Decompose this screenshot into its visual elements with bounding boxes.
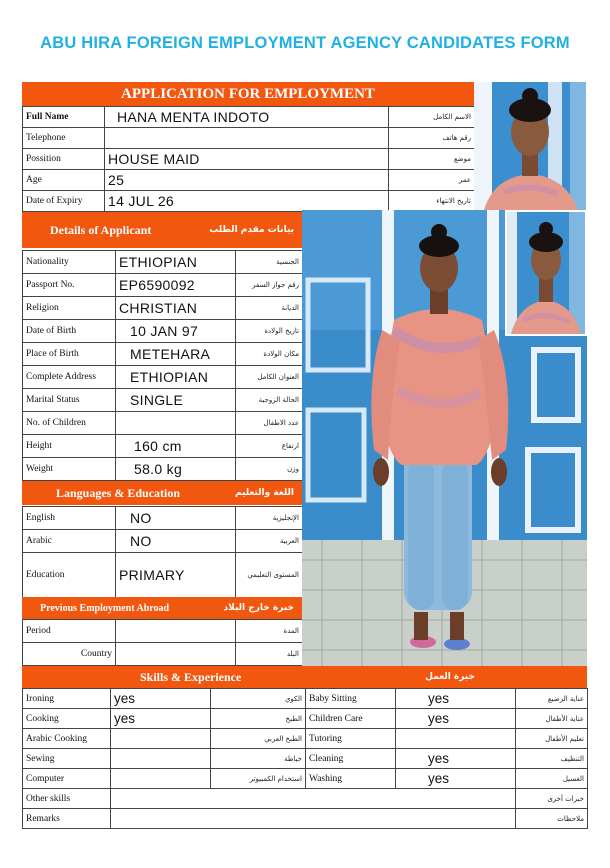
expiry-value: 14 JUL 26 — [105, 191, 389, 212]
education-arabic: المستوى التعليمي — [236, 553, 303, 598]
children-arabic: عدد الاطفال — [236, 412, 303, 435]
table-row — [23, 389, 303, 412]
table-row — [23, 769, 588, 789]
telephone-arabic: رقم هاتف — [389, 128, 475, 149]
skills-heading-band — [22, 666, 587, 688]
height-value: 160 cm — [116, 435, 236, 458]
dob-value: 10 JAN 97 — [116, 320, 236, 343]
position-value: HOUSE MAID — [105, 149, 389, 170]
table-row — [23, 343, 303, 366]
table-row — [23, 297, 303, 320]
children-value — [116, 412, 236, 435]
arabic-cooking-arabic: الطبخ العربي — [211, 729, 306, 749]
table-row — [23, 729, 588, 749]
arabic-label: Arabic — [23, 530, 116, 553]
children-label: No. of Children — [23, 412, 116, 435]
other-skills-value — [111, 789, 516, 809]
full-name-value: HANA MENTA INDOTO — [105, 107, 389, 128]
table-row — [23, 620, 303, 643]
table-row — [23, 809, 588, 829]
address-arabic: العنوان الكامل — [236, 366, 303, 389]
languages-table — [22, 506, 303, 598]
table-row — [23, 149, 475, 170]
full-name-arabic: الاسم الكامل — [389, 107, 475, 128]
table-row — [23, 643, 303, 666]
portrait-photo-side — [505, 210, 587, 336]
full-name-label: Full Name — [23, 107, 105, 128]
previous-heading-arabic: خبرة خارج البلاد — [223, 603, 294, 613]
baby-sitting-arabic: عناية الرضيع — [516, 689, 588, 709]
ironing-arabic: الكوي — [211, 689, 306, 709]
tutoring-label: Tutoring — [306, 729, 396, 749]
ironing-value: yes — [111, 689, 211, 709]
table-row — [23, 749, 588, 769]
table-row — [23, 530, 303, 553]
application-heading-band — [22, 82, 474, 106]
table-row — [23, 789, 588, 809]
passport-value: EP6590092 — [116, 274, 236, 297]
english-label: English — [23, 507, 116, 530]
weight-label: Weight — [23, 458, 116, 481]
cleaning-label: Cleaning — [306, 749, 396, 769]
languages-heading: Languages & Education — [56, 485, 181, 500]
application-heading: APPLICATION FOR EMPLOYMENT — [121, 85, 375, 102]
english-value: NO — [116, 507, 236, 530]
period-value — [116, 620, 236, 643]
expiry-label: Date of Expiry — [23, 191, 105, 212]
telephone-value — [105, 128, 389, 149]
age-label: Age — [23, 170, 105, 191]
place-of-birth-value: METEHARA — [116, 343, 236, 366]
computer-arabic: استخدام الكمبيوتر — [211, 769, 306, 789]
age-arabic: عمر — [389, 170, 475, 191]
marital-status-arabic: الحالة الزوجية — [236, 389, 303, 412]
remarks-label: Remarks — [23, 809, 111, 829]
religion-label: Religion — [23, 297, 116, 320]
form-title: ABU HIRA FOREIGN EMPLOYMENT AGENCY CANDIDATES FORM — [40, 34, 570, 52]
table-row — [23, 274, 303, 297]
tutoring-arabic: تعليم الأطفال — [516, 729, 588, 749]
address-value: ETHIOPIAN — [116, 366, 236, 389]
passport-label: Passport No. — [23, 274, 116, 297]
languages-heading-arabic: اللغة والتعليم — [234, 488, 294, 498]
table-row — [23, 366, 303, 389]
baby-sitting-label: Baby Sitting — [306, 689, 396, 709]
period-label: Period — [23, 620, 116, 643]
languages-heading-band — [22, 481, 302, 505]
cleaning-arabic: التنظيف — [516, 749, 588, 769]
marital-status-label: Marital Status — [23, 389, 116, 412]
washing-label: Washing — [306, 769, 396, 789]
details-heading: Details of Applicant — [50, 222, 152, 237]
position-label: Possition — [23, 149, 105, 170]
table-row — [23, 689, 588, 709]
address-label: Complete Address — [23, 366, 116, 389]
washing-arabic: الغسيل — [516, 769, 588, 789]
passport-arabic: رقم جواز السفر — [236, 274, 303, 297]
table-row — [23, 128, 475, 149]
arabic-value: NO — [116, 530, 236, 553]
remarks-arabic: ملاحظات — [516, 809, 588, 829]
skills-heading: Skills & Experience — [140, 669, 242, 684]
other-skills-label: Other skills — [23, 789, 111, 809]
dob-label: Date of Birth — [23, 320, 116, 343]
height-label: Height — [23, 435, 116, 458]
skills-table — [22, 688, 588, 829]
religion-arabic: الديانة — [236, 297, 303, 320]
nationality-label: Nationality — [23, 251, 116, 274]
details-heading-arabic: بيانات مقدم الطلب — [209, 225, 294, 235]
arabic-cooking-value — [111, 729, 211, 749]
computer-value — [111, 769, 211, 789]
arabic-arabic: العربية — [236, 530, 303, 553]
country-label: Country — [23, 643, 116, 666]
table-row — [23, 320, 303, 343]
table-row — [23, 458, 303, 481]
english-arabic: الإنجليزية — [236, 507, 303, 530]
table-row — [23, 107, 475, 128]
previous-table — [22, 619, 303, 666]
place-of-birth-arabic: مكان الولادة — [236, 343, 303, 366]
marital-status-value: SINGLE — [116, 389, 236, 412]
sewing-value — [111, 749, 211, 769]
previous-heading-band — [22, 597, 302, 619]
weight-value: 58.0 kg — [116, 458, 236, 481]
table-row — [23, 507, 303, 530]
table-row — [23, 709, 588, 729]
expiry-arabic: تاريخ الانتهاء — [389, 191, 475, 212]
table-row — [23, 553, 303, 598]
previous-heading: Previous Employment Abroad — [40, 602, 170, 614]
nationality-arabic: الجنسية — [236, 251, 303, 274]
education-value: PRIMARY — [116, 553, 236, 598]
table-row — [23, 191, 475, 212]
remarks-value — [111, 809, 516, 829]
cooking-value: yes — [111, 709, 211, 729]
country-value — [116, 643, 236, 666]
children-care-label: Children Care — [306, 709, 396, 729]
religion-value: CHRISTIAN — [116, 297, 236, 320]
other-skills-arabic: خبرات أخرى — [516, 789, 588, 809]
country-arabic: البلد — [236, 643, 303, 666]
place-of-birth-label: Place of Birth — [23, 343, 116, 366]
details-table — [22, 250, 303, 481]
age-value: 25 — [105, 170, 389, 191]
sewing-arabic: خياطة — [211, 749, 306, 769]
children-care-arabic: عناية الأطفال — [516, 709, 588, 729]
cooking-label: Cooking — [23, 709, 111, 729]
height-arabic: ارتفاع — [236, 435, 303, 458]
application-table — [22, 106, 475, 212]
sewing-label: Sewing — [23, 749, 111, 769]
table-row — [23, 412, 303, 435]
children-care-value: yes — [396, 709, 516, 729]
portrait-photo-top — [474, 82, 586, 210]
period-arabic: المدة — [236, 620, 303, 643]
washing-value: yes — [396, 769, 516, 789]
ironing-label: Ironing — [23, 689, 111, 709]
dob-arabic: تاريخ الولادة — [236, 320, 303, 343]
table-row — [23, 170, 475, 191]
details-heading-band — [22, 212, 302, 248]
cooking-arabic: الطبخ — [211, 709, 306, 729]
education-label: Education — [23, 553, 116, 598]
table-row — [23, 435, 303, 458]
position-arabic: موضع — [389, 149, 475, 170]
cleaning-value: yes — [396, 749, 516, 769]
skills-heading-arabic: خبرة العمل — [425, 672, 475, 682]
computer-label: Computer — [23, 769, 111, 789]
nationality-value: ETHIOPIAN — [116, 251, 236, 274]
telephone-label: Telephone — [23, 128, 105, 149]
tutoring-value — [396, 729, 516, 749]
table-row — [23, 251, 303, 274]
weight-arabic: وزن — [236, 458, 303, 481]
baby-sitting-value: yes — [396, 689, 516, 709]
arabic-cooking-label: Arabic Cooking — [23, 729, 111, 749]
